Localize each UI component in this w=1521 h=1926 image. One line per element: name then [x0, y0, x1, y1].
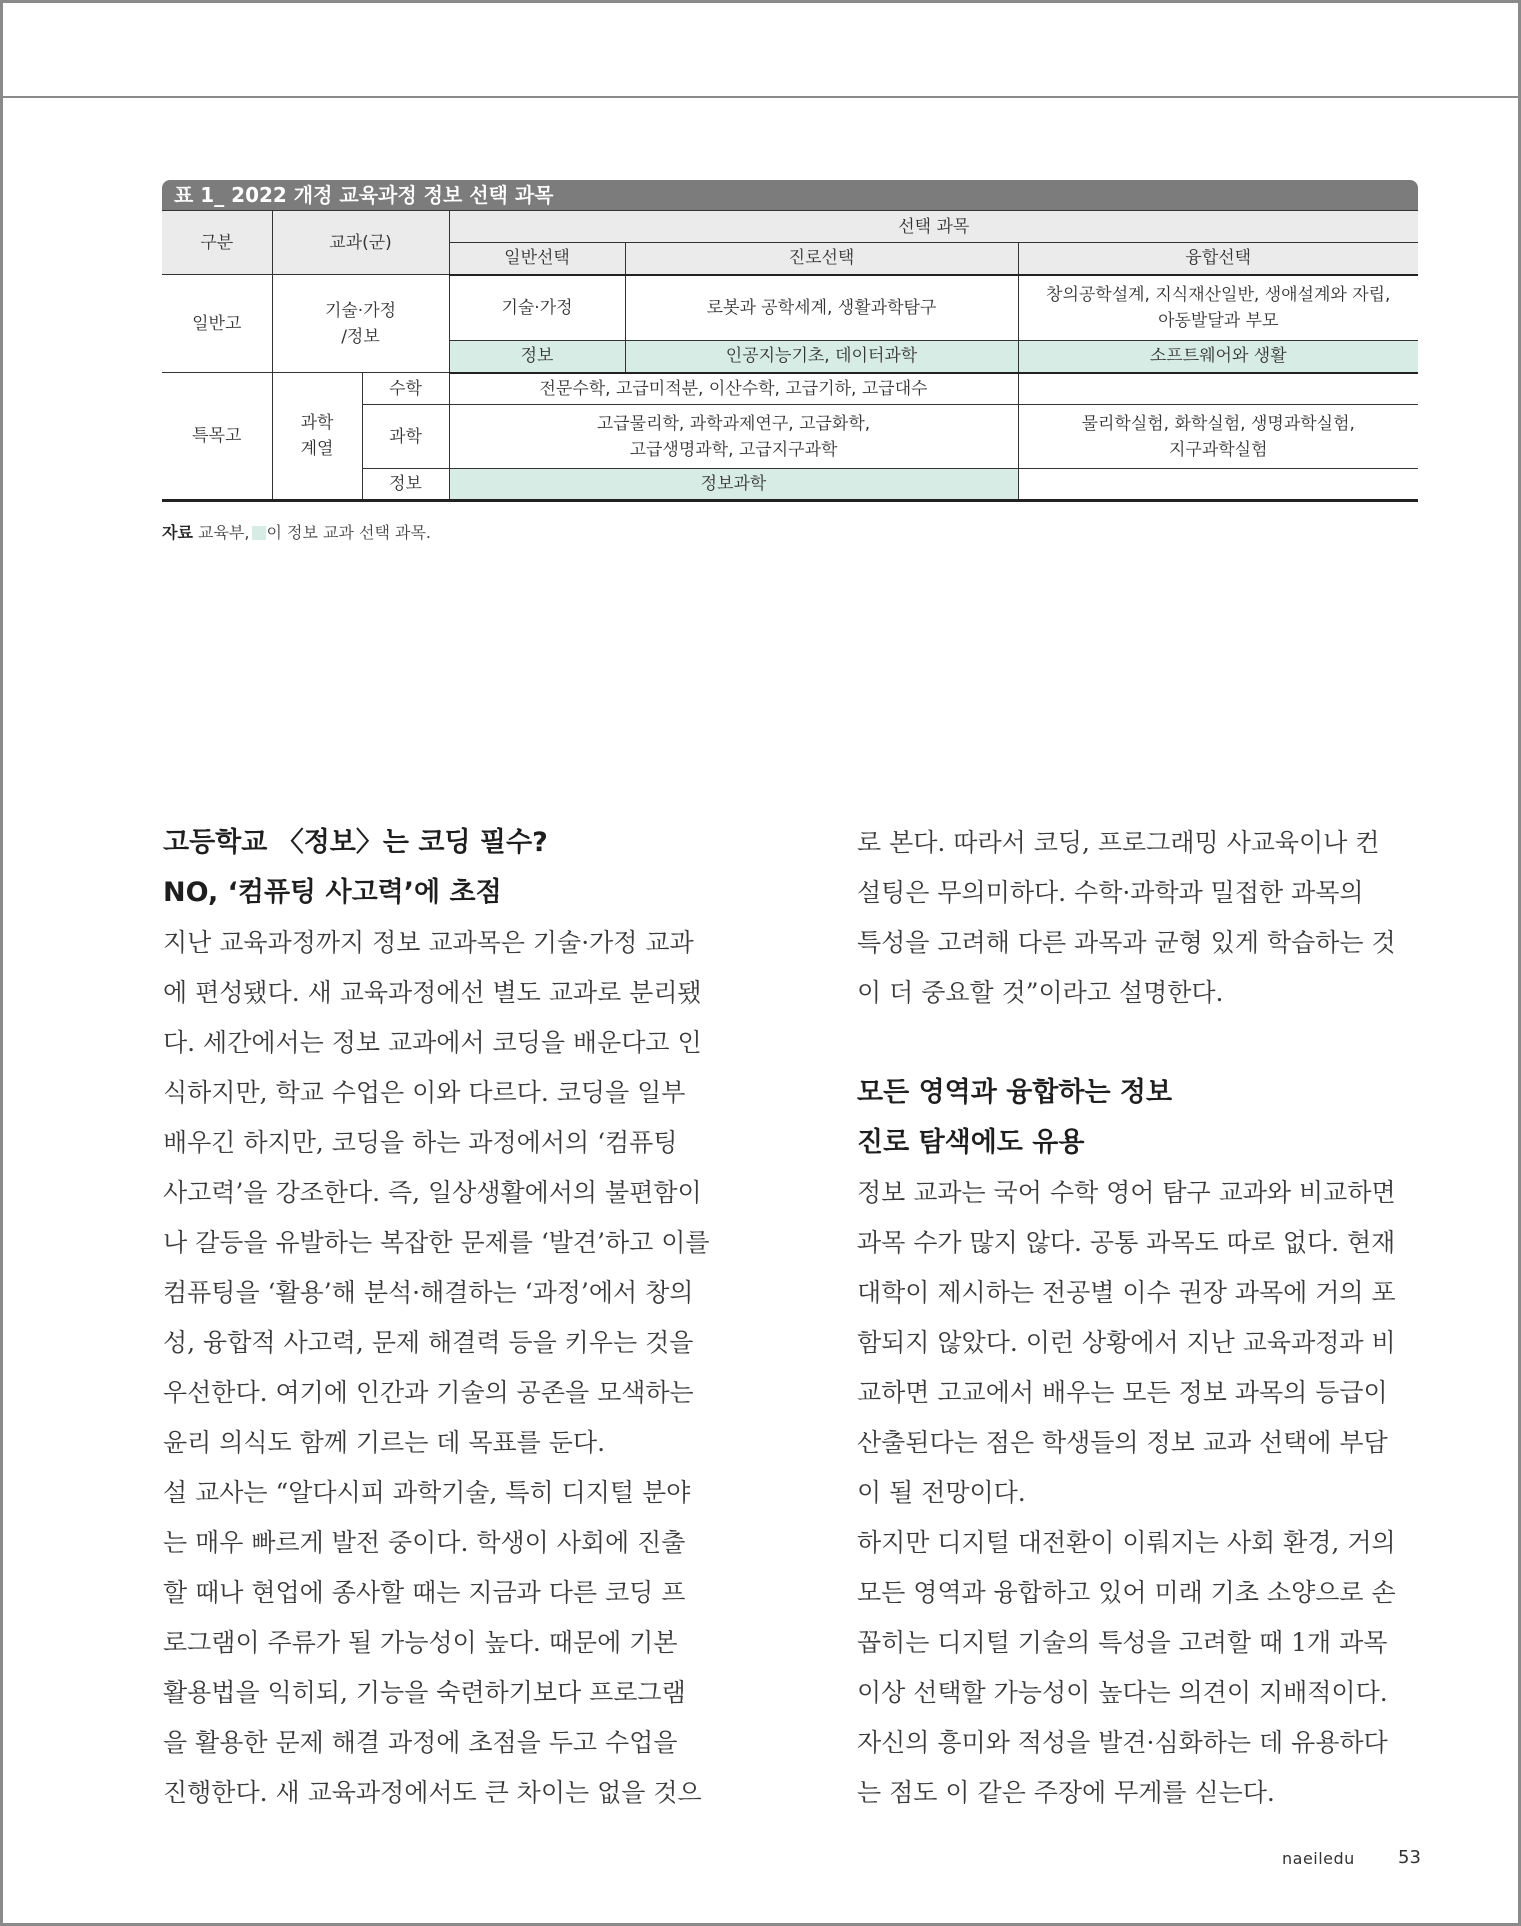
- section-gap: [857, 1018, 1413, 1068]
- source-text: 교육부,: [198, 523, 250, 542]
- heading-line: 진로 탐색에도 유용: [857, 1127, 1085, 1158]
- text-line: 이 될 전망이다.: [857, 1478, 1026, 1507]
- heading-line: 고등학교 〈정보〉는 코딩 필수?: [163, 827, 548, 858]
- mint-legend-swatch: [252, 526, 266, 540]
- text-line: 과목 수가 많지 않다. 공통 과목도 따로 없다. 현재: [857, 1228, 1396, 1257]
- table-title: 표 1_ 2022 개정 교육과정 정보 선택 과목: [162, 180, 1418, 210]
- text-line: 나 갈등을 유발하는 복잡한 문제를 ‘발견’하고 이를: [163, 1228, 710, 1257]
- heading-line: 모든 영역과 융합하는 정보: [857, 1077, 1173, 1108]
- text-line: 는 매우 빠르게 발전 중이다. 학생이 사회에 진출: [163, 1528, 686, 1557]
- right-heading: [857, 1068, 1413, 1168]
- cell-math-subjects: 전문수학, 고급미적분, 이산수학, 고급기하, 고급대수: [449, 373, 1018, 405]
- cell-math: 수학: [362, 373, 449, 405]
- left-heading: [163, 818, 719, 918]
- text-line: 지난 교육과정까지 정보 교과목은 기술·가정 교과: [163, 928, 694, 957]
- header-subject-group: 교과(군): [272, 211, 449, 275]
- row-special-hs: 특목고: [162, 373, 272, 501]
- cell-tech-home: 기술·가정: [449, 275, 625, 341]
- heading-line: NO, ‘컴퓨팅 사고력’에 초점: [163, 877, 502, 908]
- article-left-column: [163, 818, 719, 1818]
- text-line: 로 본다. 따라서 코딩, 프로그래밍 사교육이나 컨: [857, 828, 1380, 857]
- text-line: 진행한다. 새 교육과정에서도 큰 차이는 없을 것으: [163, 1778, 702, 1807]
- text-line: 활용법을 익히되, 기능을 숙련하기보다 프로그램: [163, 1678, 686, 1707]
- row-general-hs: 일반고: [162, 275, 272, 373]
- cell-info-science: 정보과학: [449, 469, 1018, 501]
- cell-tech-home-info: 기술·가정 /정보: [272, 275, 449, 373]
- cell-tech-home-conv: 창의공학설계, 지식재산일반, 생애설계와 자립, 아동발달과 부모: [1018, 275, 1418, 341]
- cell-science-track: 과학 계열: [272, 373, 362, 501]
- text-line: 로그램이 주류가 될 가능성이 높다. 때문에 기본: [163, 1628, 678, 1657]
- source-note: 이 정보 교과 선택 과목.: [266, 523, 432, 542]
- text-line: 다. 세간에서는 정보 교과에서 코딩을 배운다고 인: [163, 1028, 702, 1057]
- page-number: 53: [1398, 1847, 1421, 1868]
- text-line: 설팅은 무의미하다. 수학·과학과 밀접한 과목의: [857, 878, 1364, 907]
- text-line: 대학이 제시하는 전공별 이수 권장 과목에 거의 포: [857, 1278, 1396, 1307]
- cell-info2: 정보: [362, 469, 449, 501]
- magazine-name: naeiledu: [1282, 1849, 1355, 1868]
- cell-science-subjects: 고급물리학, 과학과제연구, 고급화학, 고급생명과학, 고급지구과학: [449, 405, 1018, 469]
- header-rule: [0, 96, 1521, 98]
- right-paragraph-1: [857, 1168, 1413, 1518]
- cell-info-conv: 소프트웨어와 생활: [1018, 341, 1418, 373]
- text-line: 컴퓨팅을 ‘활용’해 분석·해결하는 ‘과정’에서 창의: [163, 1278, 694, 1307]
- header-elective: 선택 과목: [449, 211, 1418, 243]
- text-line: 이상 선택할 가능성이 높다는 의견이 지배적이다.: [857, 1678, 1388, 1707]
- text-line: 윤리 의식도 함께 기르는 데 목표를 둔다.: [163, 1428, 606, 1457]
- text-line: 꼽히는 디지털 기술의 특성을 고려할 때 1개 과목: [857, 1628, 1388, 1657]
- cell-tech-home-career: 로봇과 공학세계, 생활과학탐구: [625, 275, 1018, 341]
- left-paragraph-2: [163, 1468, 719, 1818]
- text-line: 설 교사는 “알다시피 과학기술, 특히 디지털 분야: [163, 1478, 691, 1507]
- text-line: 하지만 디지털 대전환이 이뤄지는 사회 환경, 거의: [857, 1528, 1396, 1557]
- text-line: 정보 교과는 국어 수학 영어 탐구 교과와 비교하면: [857, 1178, 1396, 1207]
- article-right-column: [857, 818, 1413, 1818]
- text-line: 할 때나 현업에 종사할 때는 지금과 다른 코딩 프: [163, 1578, 686, 1607]
- cell-info-career: 인공지능기초, 데이터과학: [625, 341, 1018, 373]
- table-source-note: [162, 520, 431, 543]
- text-line: 이 더 중요할 것”이라고 설명한다.: [857, 978, 1224, 1007]
- header-general: 일반선택: [449, 243, 625, 275]
- text-line: 산출된다는 점은 학생들의 정보 교과 선택에 부담: [857, 1428, 1388, 1457]
- left-paragraph-1: [163, 918, 719, 1468]
- text-line: 모든 영역과 융합하고 있어 미래 기초 소양으로 손: [857, 1578, 1396, 1607]
- text-line: 자신의 흥미와 적성을 발견·심화하는 데 유용하다: [857, 1728, 1388, 1757]
- text-line: 을 활용한 문제 해결 과정에 초점을 두고 수업을: [163, 1728, 678, 1757]
- cell-science-conv: 물리학실험, 화학실험, 생명과학실험, 지구과학실험: [1018, 405, 1418, 469]
- cell-info-empty: [1018, 469, 1418, 501]
- text-line: 성, 융합적 사고력, 문제 해결력 등을 키우는 것을: [163, 1328, 694, 1357]
- elective-subjects-table: [162, 210, 1418, 502]
- text-line: 함되지 않았다. 이런 상황에서 지난 교육과정과 비: [857, 1328, 1396, 1357]
- text-line: 에 편성됐다. 새 교육과정에선 별도 교과로 분리됐: [163, 978, 702, 1007]
- text-line: 는 점도 이 같은 주장에 무게를 싣는다.: [857, 1778, 1275, 1807]
- text-line: 식하지만, 학교 수업은 이와 다르다. 코딩을 일부: [163, 1078, 686, 1107]
- text-line: 우선한다. 여기에 인간과 기술의 공존을 모색하는: [163, 1378, 694, 1407]
- header-category: 구분: [162, 211, 272, 275]
- text-line: 특성을 고려해 다른 과목과 균형 있게 학습하는 것: [857, 928, 1396, 957]
- header-career: 진로선택: [625, 243, 1018, 275]
- cell-math-empty: [1018, 373, 1418, 405]
- cell-info: 정보: [449, 341, 625, 373]
- right-paragraph-0: [857, 818, 1413, 1018]
- cell-science: 과학: [362, 405, 449, 469]
- source-label: 자료: [162, 523, 193, 542]
- text-line: 배우긴 하지만, 코딩을 하는 과정에서의 ‘컴퓨팅: [163, 1128, 678, 1157]
- header-convergence: 융합선택: [1018, 243, 1418, 275]
- text-line: 교하면 고교에서 배우는 모든 정보 과목의 등급이: [857, 1378, 1388, 1407]
- text-line: 사고력’을 강조한다. 즉, 일상생활에서의 불편함이: [163, 1178, 702, 1207]
- right-paragraph-2: [857, 1518, 1413, 1818]
